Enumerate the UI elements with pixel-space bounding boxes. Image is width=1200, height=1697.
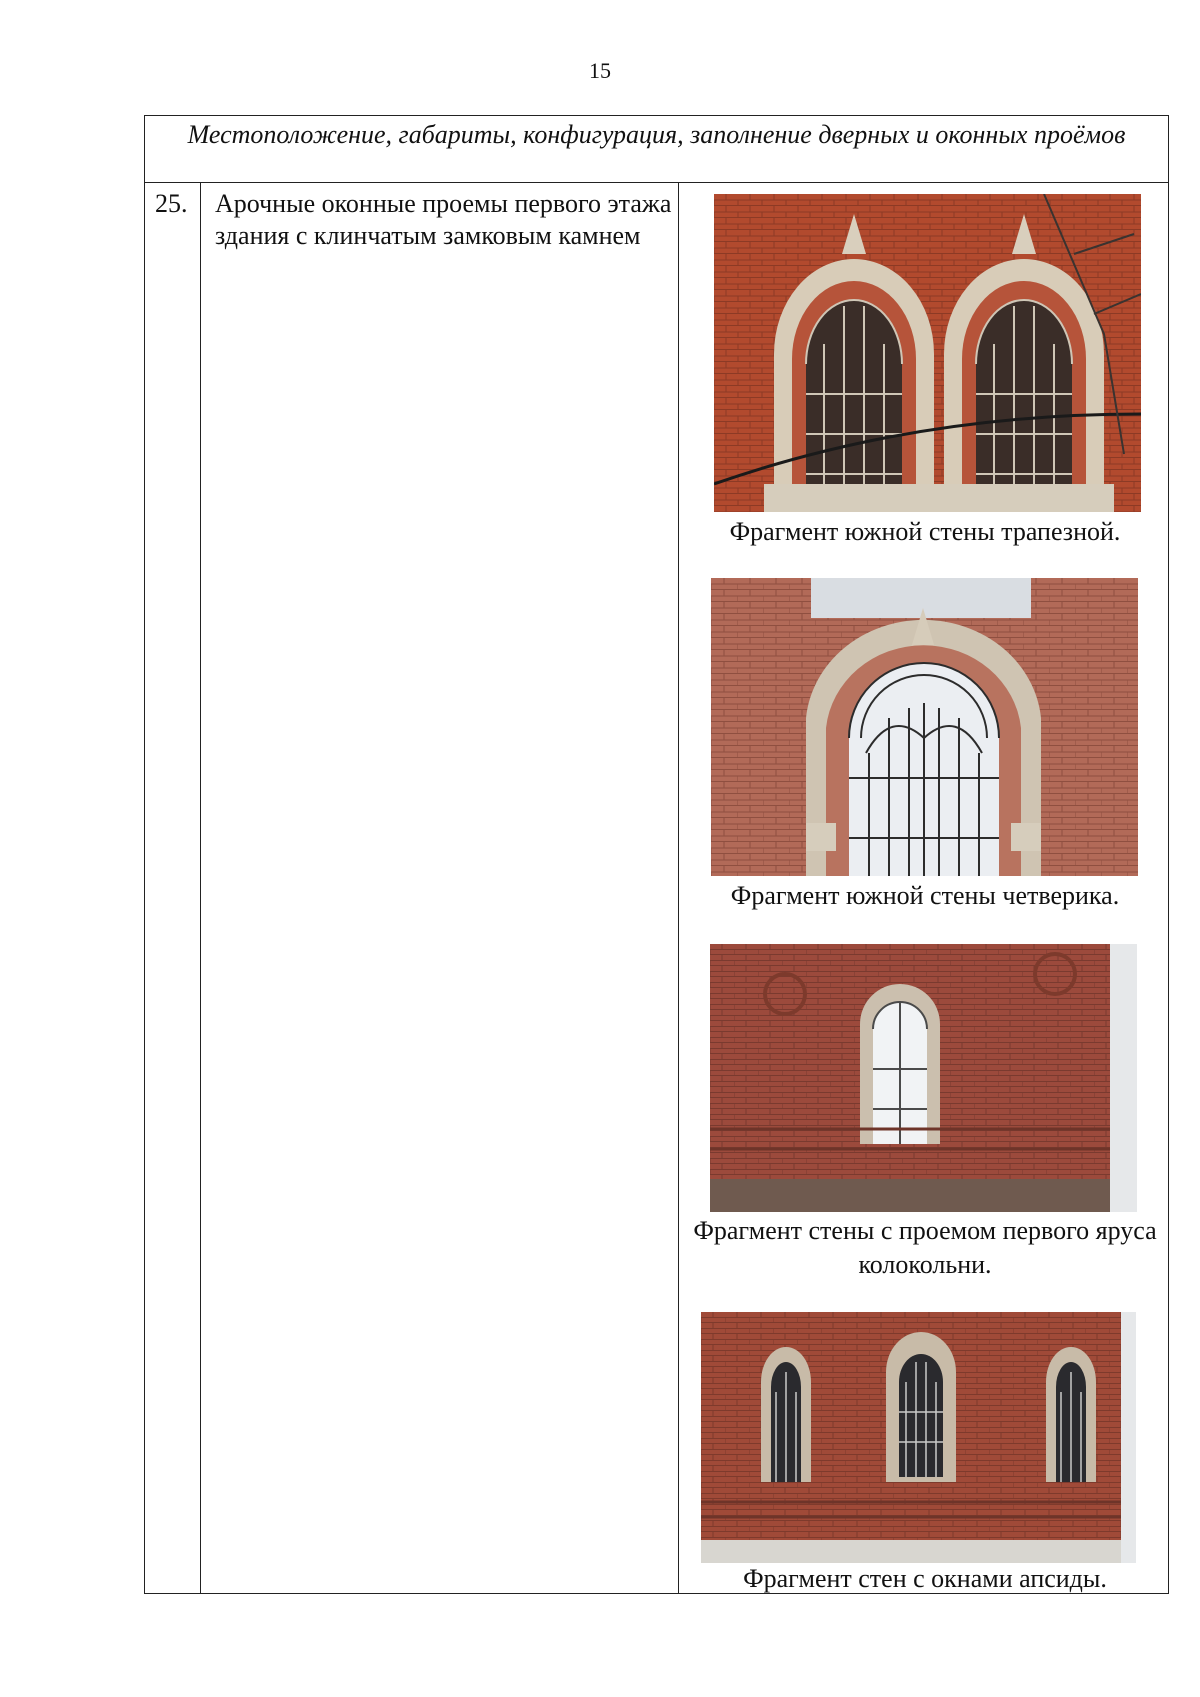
photo-caption: Фрагмент южной стены трапезной.	[729, 517, 1121, 546]
photo-refectory-south-wall	[714, 194, 1141, 512]
page-number: 15	[589, 58, 611, 83]
photo-quadrangle-south-wall	[711, 578, 1138, 876]
photo-caption: Фрагмент южной стены четверика.	[730, 881, 1120, 910]
column-divider	[678, 183, 679, 1593]
monument-table	[144, 115, 1169, 1594]
row-number: 25.	[155, 189, 188, 218]
photo-caption: Фрагмент стены с проемом первого яруса колокольни.	[693, 1216, 1157, 1279]
photo-bell-tower-first-tier	[710, 944, 1137, 1212]
photo-apse-windows	[701, 1312, 1136, 1563]
table-header: Местоположение, габариты, конфигурация, заполнение дверных и оконных проёмов	[145, 116, 1168, 183]
row-description: Арочные оконные проемы первого этажа здания с клинчатым замковым камнем	[215, 189, 672, 250]
column-divider	[200, 183, 201, 1593]
photo-caption: Фрагмент стен с окнами апсиды.	[743, 1564, 1107, 1593]
